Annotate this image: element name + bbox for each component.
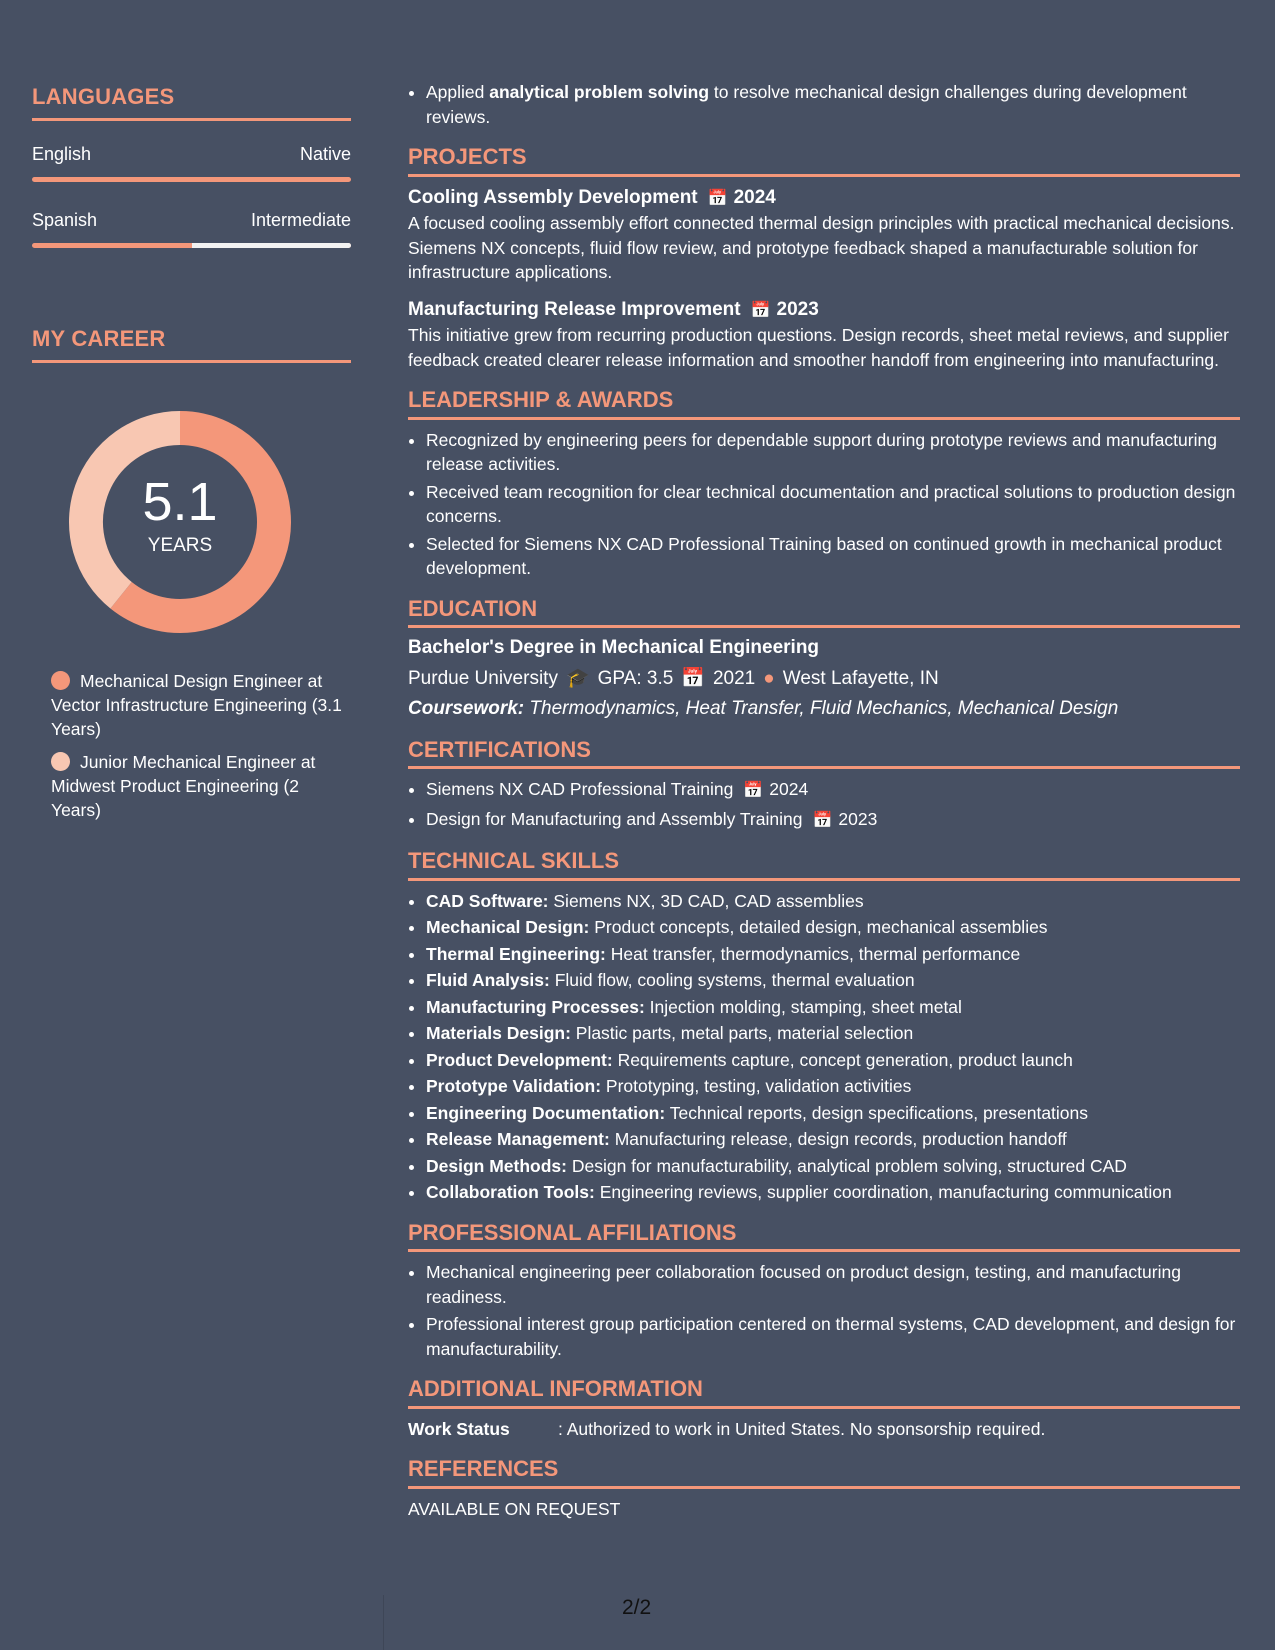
language-name: Spanish [32,210,98,230]
skill-value: Injection molding, stamping, sheet metal [644,996,962,1017]
education-gpa: GPA: 3.5 [597,667,674,689]
certifications-title: CERTIFICATIONS [408,738,1240,770]
references-title: REFERENCES [408,1457,1240,1489]
project-name: Manufacturing Release Improvement [408,298,741,320]
affiliation-item: • Mechanical engineering peer collaboration focused on product design, testing, and manufacturing readiness. [426,1260,1240,1309]
bullet-text: Applied [426,82,490,102]
project-item [408,297,1240,373]
education-coursework [408,697,1240,722]
certification-item [426,807,1240,834]
skill-item [426,995,1240,1020]
left-column [32,84,351,831]
skill-label: Prototype Validation: [426,1076,602,1096]
career-role-text: Mechanical Design Engineer at Vector Infrastructure Engineering (3.1 Years) [51,671,342,739]
career-legend [32,669,351,822]
skill-item [426,1048,1240,1073]
career-role-text: Junior Mechanical Engineer at Midwest Product Engineering (2 Years) [51,752,316,820]
certifications-list [408,777,1240,833]
references-text: AVAILABLE ON REQUEST [408,1498,621,1519]
education-year: 2021 [712,667,756,689]
skill-label: Collaboration Tools: [426,1182,595,1202]
skill-value: Product concepts, detailed design, mechanical assemblies [589,917,1048,937]
affiliation-item: • Professional interest group participation centered on thermal systems, CAD development, and design for manufacturability. [426,1312,1240,1361]
skill-item [426,1074,1240,1099]
project-name: Cooling Assembly Development [408,186,698,208]
certification-year: 2023 [838,808,878,829]
skill-value: Manufacturing release, design records, production handoff [609,1129,1067,1149]
languages-title: LANGUAGES [32,84,351,121]
career-donut-chart [65,407,295,637]
skill-label: Engineering Documentation: [426,1102,666,1123]
skill-item [426,1021,1240,1046]
language-item-spanish [32,210,351,248]
language-name: English [32,144,92,164]
career-years-label: YEARS [147,535,213,556]
certification-name: Design for Manufacturing and Assembly Training [426,808,803,829]
skill-value: Fluid flow, cooling systems, thermal evaluation [549,970,915,990]
skill-item [426,915,1240,940]
skills-list [408,889,1240,1205]
bullet-bold-text: analytical problem solving [489,82,710,102]
education-location: West Lafayette, IN [782,667,939,689]
skill-label: Design Methods: [426,1155,567,1176]
leadership-title: LEADERSHIP & AWARDS [408,388,1240,420]
right-column [408,80,1240,1521]
skill-item [426,1101,1240,1126]
skill-label: Release Management: [426,1129,610,1149]
skill-item [426,1127,1240,1152]
affiliations-title: PROFESSIONAL AFFILIATIONS [408,1221,1240,1253]
skill-label: Materials Design: [426,1023,571,1043]
language-proficiency-bar [32,177,351,182]
skill-value: Engineering reviews, supplier coordination, manufacturing communication [594,1182,1172,1202]
education-degree: Bachelor's Degree in Mechanical Engineering [408,637,820,658]
language-level: Native [299,144,351,164]
certification-name: Siemens NX CAD Professional Training [426,779,734,799]
skill-value: Technical reports, design specifications, presentations [665,1102,1089,1123]
language-proficiency-bar [32,243,351,248]
work-status-label: Work Status [408,1418,510,1439]
career-role-item [51,669,351,741]
legend-dot-icon [51,752,70,771]
project-year: 2023 [776,298,819,320]
skill-label: Product Development: [426,1049,613,1070]
coursework-label: Coursework: [408,698,525,719]
leadership-item: • Recognized by engineering peers for dependable support during prototype reviews and manufacturing release activities. [426,428,1240,477]
page-number: 2/2 [622,1596,652,1619]
project-description: A focused cooling assembly effort connected thermal design principles with practical mechanical decisions. Siemens NX concepts, fluid flow review, and prototype feedback shaped a manufacturable solution for infrastructure applications. [408,213,1235,282]
work-status-value: : Authorized to work in United States. No sponsorship required. [558,1418,1046,1439]
calendar-icon: 📅 [707,189,728,207]
skill-item [426,1154,1240,1179]
experience-bullets [408,80,1240,129]
additional-info-title: ADDITIONAL INFORMATION [408,1377,1240,1409]
skill-label: Manufacturing Processes: [426,996,645,1017]
project-item [408,185,1240,285]
location-pin-icon: ● [763,667,775,689]
column-divider [383,1595,384,1650]
affiliations-list [408,1260,1240,1361]
career-total-years: 5.1 [142,472,218,532]
skill-value: Siemens NX, 3D CAD, CAD assemblies [548,890,864,911]
skill-item [426,889,1240,914]
education-title: EDUCATION [408,597,1240,629]
skill-value: Design for manufacturability, analytical problem solving, structured CAD [566,1155,1127,1176]
calendar-icon: 📅 [743,782,764,799]
bullet-text: to resolve mechanical design challenges during development reviews. [426,82,1187,127]
career-title: MY CAREER [32,326,351,363]
project-description: This initiative grew from recurring production questions. Design records, sheet metal reviews, and supplier feedback created clearer release information and smoother handoff from engineering into manufacturing. [408,325,1229,370]
skill-value: Heat transfer, thermodynamics, thermal performance [605,943,1021,964]
skill-label: CAD Software: [426,890,549,911]
skill-item [426,1180,1240,1205]
leadership-item: • Selected for Siemens NX CAD Professional Training based on continued growth in mechanical product development. [426,532,1240,581]
coursework-list: Thermodynamics, Heat Transfer, Fluid Mechanics, Mechanical Design [524,698,1119,719]
skill-item [426,942,1240,967]
experience-bullet [426,80,1240,129]
education-meta [408,667,1240,692]
calendar-icon: 📅 [681,667,705,689]
calendar-icon: 📅 [812,811,833,829]
skill-label: Mechanical Design: [426,917,590,937]
skill-label: Fluid Analysis: [426,970,550,990]
education-school: Purdue University [408,667,558,689]
career-role-item [51,750,351,822]
skill-value: Prototyping, testing, validation activities [601,1076,912,1096]
language-item-english [32,144,351,182]
certification-year: 2024 [769,779,809,799]
projects-title: PROJECTS [408,145,1240,177]
work-status-row [408,1417,1240,1442]
skill-label: Thermal Engineering: [426,943,606,964]
skill-value: Requirements capture, concept generation, product launch [612,1049,1073,1070]
certification-item [426,777,1240,804]
skills-title: TECHNICAL SKILLS [408,849,1240,881]
language-level: Intermediate [250,210,351,230]
project-year: 2024 [733,186,776,208]
skill-value: Plastic parts, metal parts, material selection [570,1023,914,1043]
legend-dot-icon [51,671,70,690]
leadership-list [408,428,1240,581]
calendar-icon: 📅 [750,301,771,319]
graduation-cap-icon: 🎓 [565,667,590,689]
leadership-item: • Received team recognition for clear technical documentation and practical solutions to production design concerns. [426,480,1240,529]
skill-item [426,968,1240,993]
